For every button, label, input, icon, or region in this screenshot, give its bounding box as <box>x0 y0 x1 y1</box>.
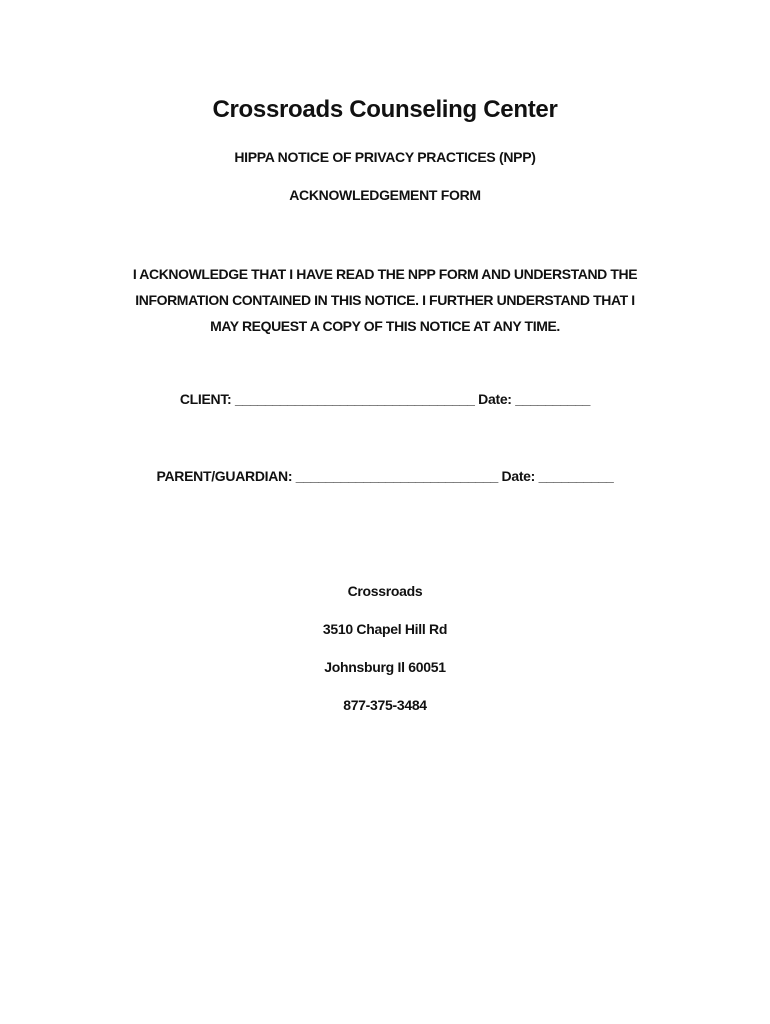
acknowledgement-statement <box>90 261 680 339</box>
address-street: 3510 Chapel Hill Rd <box>322 621 448 637</box>
document-title: Crossroads Counseling Center <box>212 96 558 123</box>
acknowledgement-line: INFORMATION CONTAINED IN THIS NOTICE. I FURTHER UNDERSTAND THAT I <box>135 292 635 308</box>
client-signature-line: CLIENT: ________________________________ Date: __________ <box>179 391 591 407</box>
acknowledgement-line: MAY REQUEST A COPY OF THIS NOTICE AT ANY TIME. <box>210 318 560 334</box>
address-phone: 877-375-3484 <box>343 697 427 713</box>
document-subtitle: HIPPA NOTICE OF PRIVACY PRACTICES (NPP) <box>234 149 536 165</box>
form-name: ACKNOWLEDGEMENT FORM <box>289 187 481 203</box>
guardian-signature-line: PARENT/GUARDIAN: ___________________________ Date: __________ <box>156 468 614 484</box>
address-organization: Crossroads <box>347 583 423 599</box>
acknowledgement-line: I ACKNOWLEDGE THAT I HAVE READ THE NPP FORM AND UNDERSTAND THE <box>132 266 638 282</box>
address-city: Johnsburg Il 60051 <box>324 659 446 675</box>
